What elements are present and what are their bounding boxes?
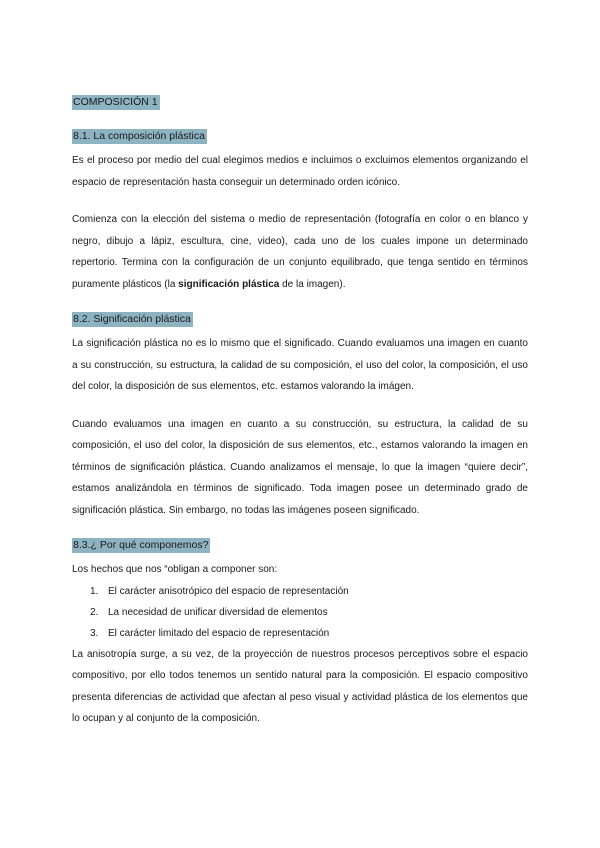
section-heading-8-1: 8.1. La composición plástica	[73, 130, 205, 142]
document-title-wrap	[72, 92, 528, 110]
paragraph: La anisotropía surge, a su vez, de la proyección de nuestros procesos perceptivos sobre el espacio compositivo, por ello todos tenemos un sentido natural para la composición. El espacio compositivo presenta diferencias de actividad que afectan al peso visual y actividad plástica de los elementos que lo ocupan y al conjunto de la composición.	[72, 648, 528, 724]
numbered-list	[72, 581, 528, 644]
list-text: El carácter anisotrópico del espacio de representación	[108, 585, 349, 597]
section-heading-wrap	[72, 535, 528, 553]
paragraph: Es el proceso por medio del cual elegimos medios e incluimos o excluimos elementos organizando el espacio de representación hasta conseguir un determinado orden icónico.	[72, 155, 528, 188]
list-item	[72, 623, 528, 644]
bold-term: significación plástica	[178, 278, 280, 290]
list-text: El carácter limitado del espacio de representación	[108, 627, 330, 639]
list-text: La necesidad de unificar diversidad de elementos	[108, 606, 328, 618]
list-number: 3.	[90, 627, 99, 639]
paragraph-text: Comienza con la elección del sistema o medio de representación (fotografía en color o en blanco y negro, dibujo a lápiz, escultura, cine, video), cada uno de los cuales impone un determinado repertorio. Termina con la configuración de un conjunto equilibrado, que tenga sentido en términos puramente plásticos (la	[72, 214, 528, 290]
document-page	[72, 92, 528, 730]
section-heading-8-2: 8.2. Significación plástica	[73, 313, 191, 325]
list-item	[72, 581, 528, 602]
list-number: 2.	[90, 606, 99, 618]
paragraph	[72, 209, 528, 295]
section-heading-wrap	[72, 126, 528, 144]
section-heading-8-3: 8.3.¿ Por qué componemos?	[73, 539, 209, 551]
paragraph: Cuando evaluamos una imagen en cuanto a su construcción, su estructura, la calidad de su composición, el uso del color, la disposición de sus elementos, etc., estamos valorando la imagen en términos de significación plástica. Cuando analizamos el mensaje, lo que la imagen “quiere decir”, estamos analizándola en términos de significado. Toda imagen posee un determinado grado de significación plástica. Sin embargo, no todas las imágenes poseen significado.	[72, 418, 528, 516]
document-title: COMPOSICIÓN 1	[73, 96, 158, 108]
section-heading-wrap	[72, 309, 528, 327]
paragraph: La significación plástica no es lo mismo que el significado. Cuando evaluamos una imagen en cuanto a su construcción, su estructura, la calidad de su composición, el uso del color, la composición, el uso del color, la disposición de sus elementos, etc. estamos valorando la imágen.	[72, 338, 528, 392]
list-number: 1.	[90, 585, 99, 597]
paragraph-text: de la imagen).	[279, 278, 346, 290]
list-item	[72, 602, 528, 623]
paragraph: Los hechos que nos “obligan a componer son:	[72, 564, 278, 575]
